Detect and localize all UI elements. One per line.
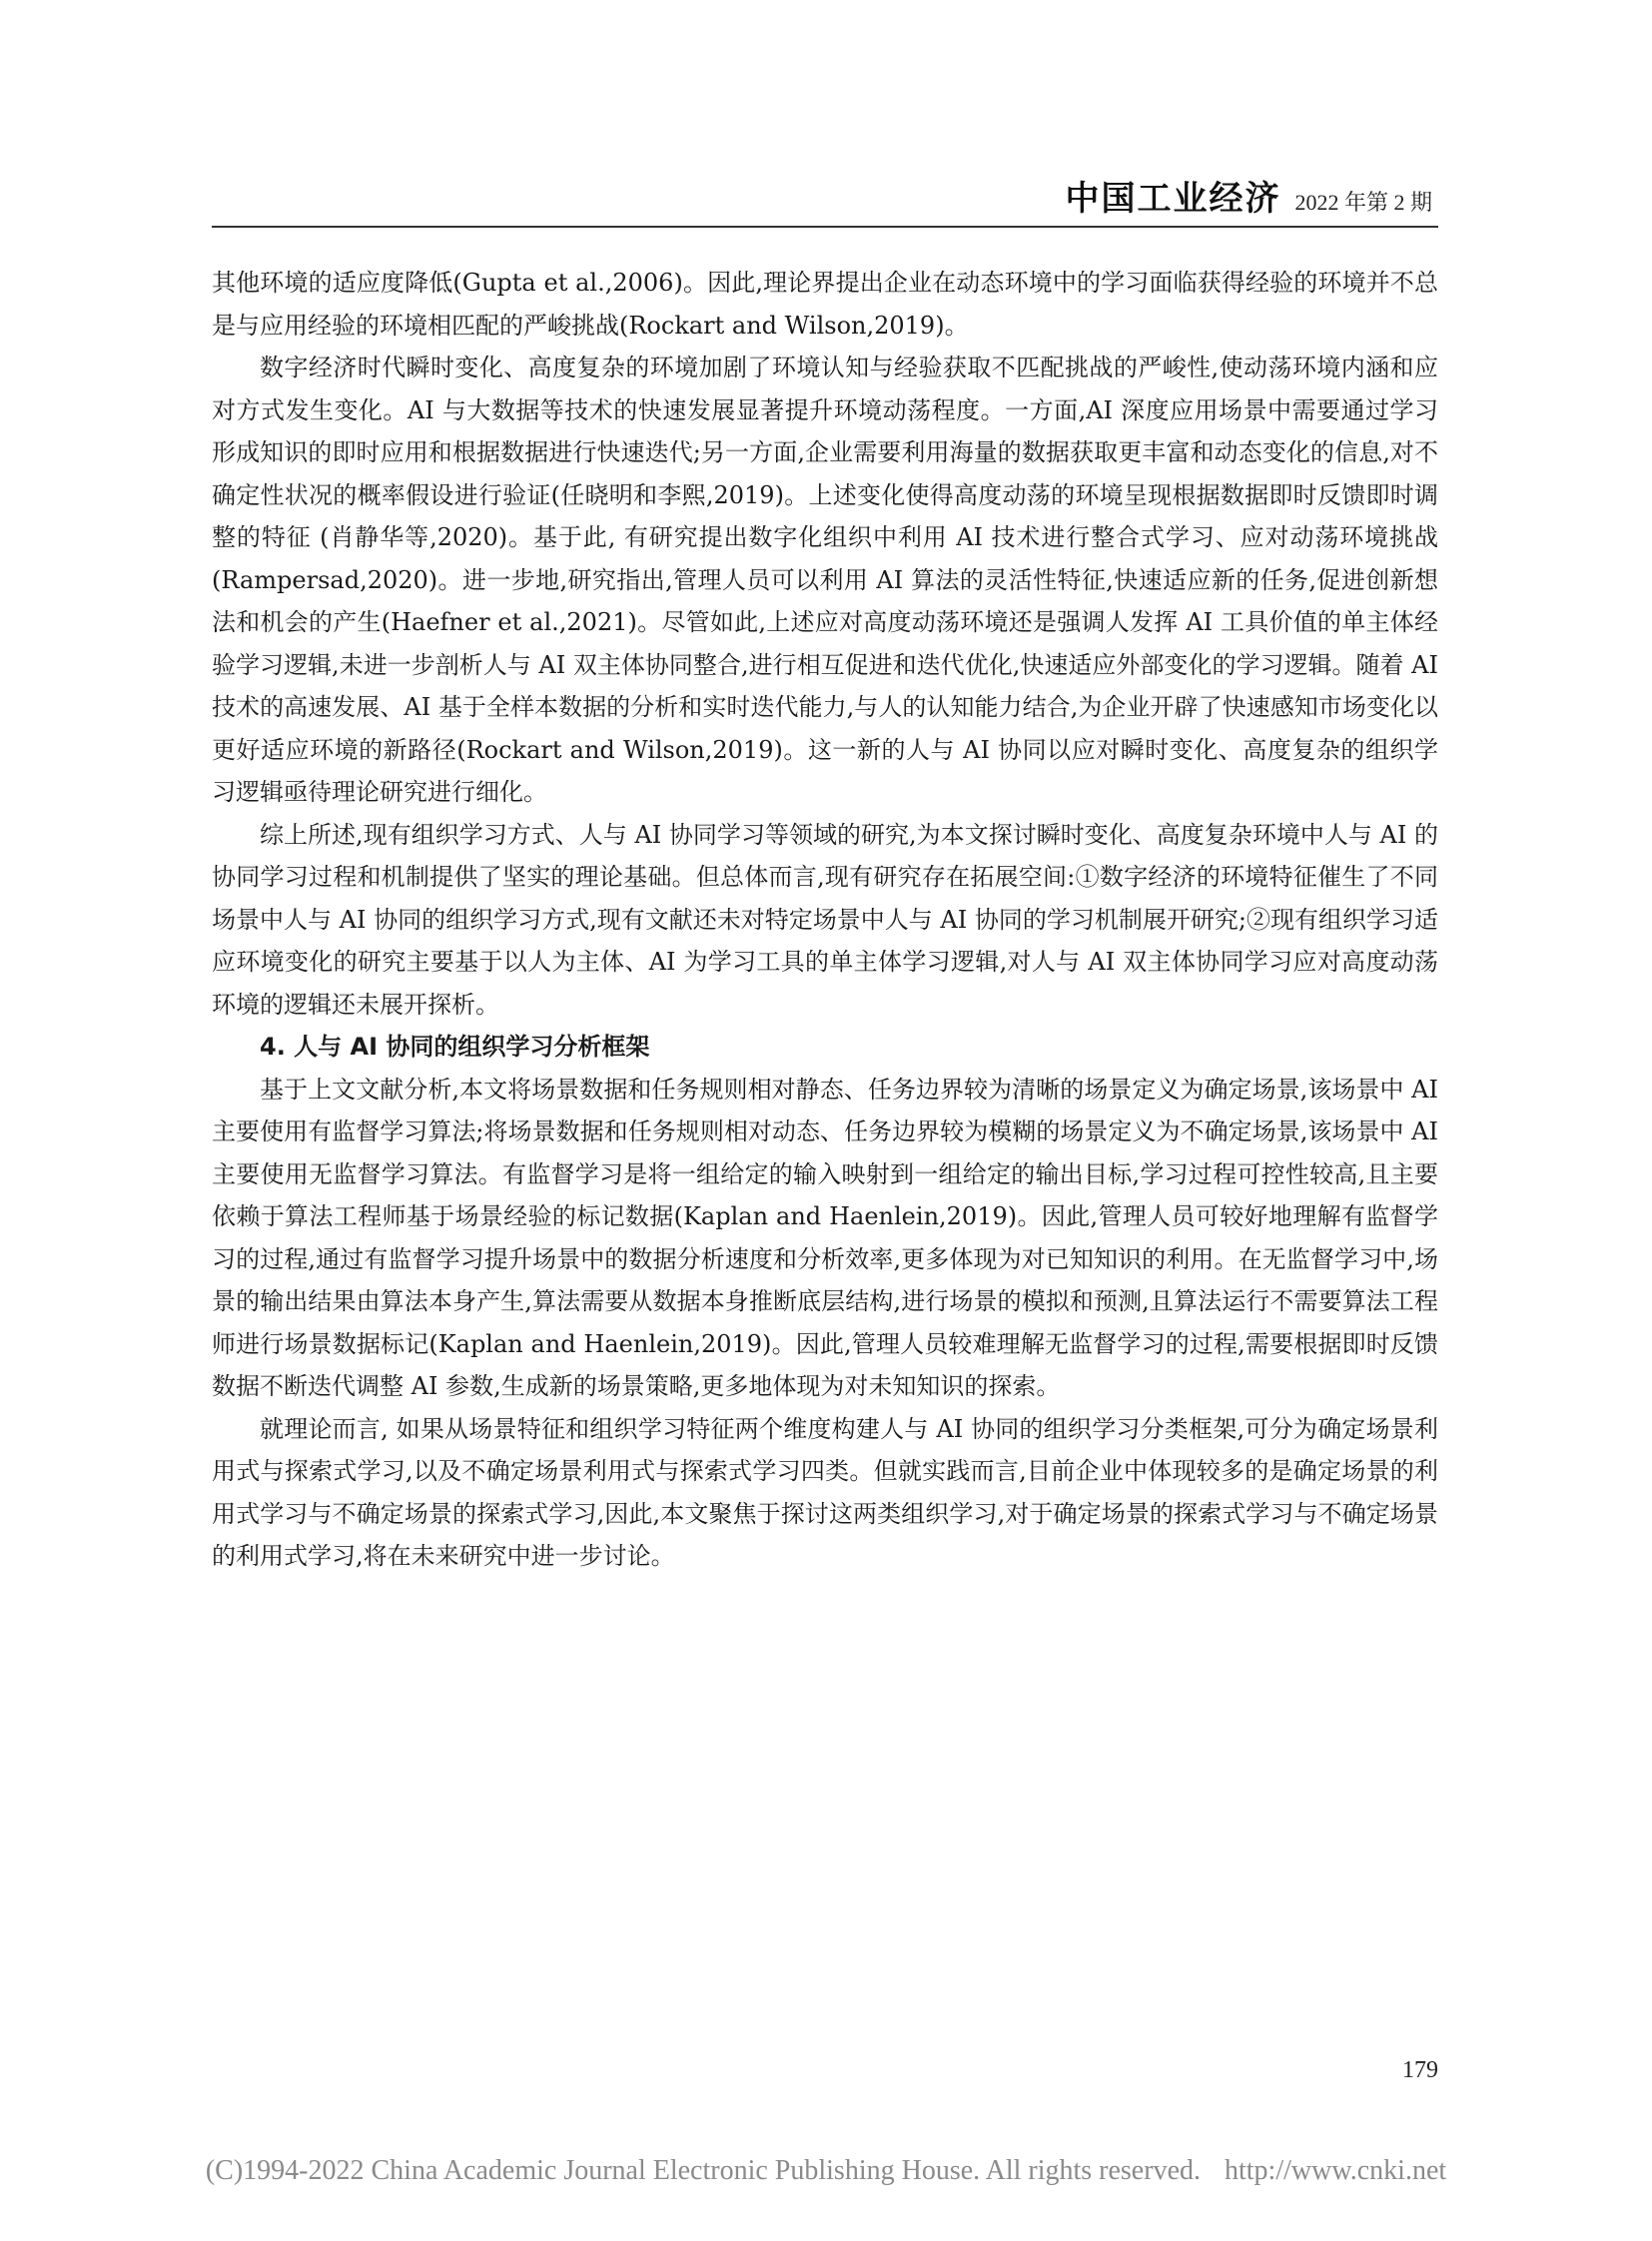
article-body [212,262,1438,1578]
paragraph: 基于上文文献分析,本文将场景数据和任务规则相对静态、任务边界较为清晰的场景定义为确定场景,该场景中 AI 主要使用有监督学习算法;将场景数据和任务规则相对动态、任务边界较为模糊的场景定义为不确定场景,该场景中 AI 主要使用无监督学习算法。有监督学习是将一组给定的输入映射到一组给定的输出目标,学习过程可控性较高,且主要依赖于算法工程师基于场景经验的标记数据(Kaplan and Haenlein,2019)。因此,管理人员可较好地理解有监督学习的过程,通过有监督学习提升场景中的数据分析速度和分析效率,更多体现为对已知知识的利用。在无监督学习中,场景的输出结果由算法本身产生,算法需要从数据本身推断底层结构,进行场景的模拟和预测,且算法运行不需要算法工程师进行场景数据标记(Kaplan and Haenlein,2019)。因此,管理人员较难理解无监督学习的过程,需要根据即时反馈数据不断迭代调整 AI 参数,生成新的场景策略,更多地体现为对未知知识的探索。 [212,1075,1438,1400]
page-number: 179 [1402,2057,1438,2083]
paragraph: 综上所述,现有组织学习方式、人与 AI 协同学习等领域的研究,为本文探讨瞬时变化、高度复杂环境中人与 AI 的协同学习过程和机制提供了坚实的理论基础。但总体而言,现有研究存在拓展空间:①数字经济的环境特征催生了不同场景中人与 AI 协同的组织学习方式,现有文献还未对特定场景中人与 AI 协同的学习机制展开研究;②现有组织学习适应环境变化的研究主要基于以人为主体、AI 为学习工具的单主体学习逻辑,对人与 AI 双主体协同学习应对高度动荡环境的逻辑还未展开探析。 [212,820,1438,1019]
journal-logo: 中国工业经济 [1065,179,1281,219]
running-header [212,178,1438,228]
section-heading: 4. 人与 AI 协同的组织学习分析框架 [260,1033,650,1061]
issue-label: 2022 年第 2 期 [1294,190,1432,215]
paragraph: 数字经济时代瞬时变化、高度复杂的环境加剧了环境认知与经验获取不匹配挑战的严峻性,使动荡环境内涵和应对方式发生变化。AI 与大数据等技术的快速发展显著提升环境动荡程度。一方面,AI 深度应用场景中需要通过学习形成知识的即时应用和根据数据进行快速迭代;另一方面,企业需要利用海量的数据获取更丰富和动态变化的信息,对不确定性状况的概率假设进行验证(任晓明和李熙,2019)。上述变化使得高度动荡的环境呈现根据数据即时反馈即时调整的特征 (肖静华等,2020)。基于此, 有研究提出数字化组织中利用 AI 技术进行整合式学习、应对动荡环境挑战(Rampersad,2020)。进一步地,研究指出,管理人员可以利用 AI 算法的灵活性特征,快速适应新的任务,促进创新想法和机会的产生(Haefner et al.,2021)。尽管如此,上述应对高度动荡环境还是强调人发挥 AI 工具价值的单主体经验学习逻辑,未进一步剖析人与 AI 双主体协同整合,进行相互促进和迭代优化,快速适应外部变化的学习逻辑。随着 AI 技术的高速发展、AI 基于全样本数据的分析和实时迭代能力,与人的认知能力结合,为企业开辟了快速感知市场变化以更好适应环境的新路径(Rockart and Wilson,2019)。这一新的人与 AI 协同以应对瞬时变化、高度复杂的组织学习逻辑亟待理论研究进行细化。 [212,354,1438,806]
paragraph-continued: 其他环境的适应度降低(Gupta et al.,2006)。因此,理论界提出企业在动态环境中的学习面临获得经验的环境并不总是与应用经验的环境相匹配的严峻挑战(Rockart and Wilson,2019)。 [212,269,1438,340]
cnki-link[interactable]: http://www.cnki.net [1225,2155,1447,2186]
paragraph: 就理论而言, 如果从场景特征和组织学习特征两个维度构建人与 AI 协同的组织学习分类框架,可分为确定场景利用式与探索式学习,以及不确定场景利用式与探索式学习四类。但就实践而言,目前企业中体现较多的是确定场景的利用式学习与不确定场景的探索式学习,因此,本文聚焦于探讨这两类组织学习,对于确定场景的探索式学习与不确定场景的利用式学习,将在未来研究中进一步讨论。 [212,1414,1438,1570]
copyright-footer [0,2155,1652,2187]
header-title-group [1065,171,1432,220]
copyright-text: (C)1994-2022 China Academic Journal Electronic Publishing House. All rights reserved. [205,2155,1201,2186]
